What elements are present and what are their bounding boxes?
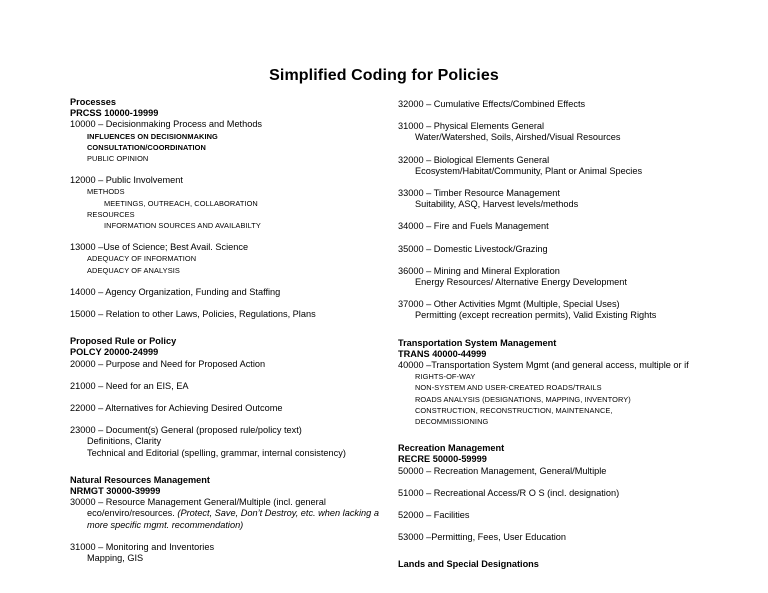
eis-line: 21000 – Need for an EIS, EA [70,380,189,391]
left-column [70,97,390,564]
methods-item: METHODS [87,187,125,197]
resource-mgmt-line: 30000 – Resource Management General/Multiple (incl. general [70,497,326,508]
methods-sub-item: MEETINGS, OUTREACH, COLLABORATION [104,198,258,208]
recreation-general-line: 50000 – Recreation Management, General/Multiple [398,465,607,476]
resource-mgmt-cont [70,508,390,530]
monitoring-line: 31000 – Monitoring and Inventories [70,541,215,552]
resources-sub-item: INFORMATION SOURCES AND AVAILABILTY [104,221,261,231]
recreation-access-line: 51000 – Recreational Access/R O S (incl. designation) [398,487,620,498]
processes-heading: Processes [70,97,116,107]
agency-line: 14000 – Agency Organization, Funding and Staffing [70,286,281,297]
relation-line: 15000 – Relation to other Laws, Policies, Regulations, Plans [70,309,316,320]
definitions-item: Definitions, Clarity [87,436,162,447]
permitting-line: 53000 –Permitting, Fees, User Education [398,532,567,543]
facilities-line: 52000 – Facilities [398,510,470,521]
science-line: 13000 –Use of Science; Best Avail. Science [70,242,249,253]
decommissioning-item: DECOMMISSIONING [415,417,489,427]
adequacy-information-item: ADEQUACY OF INFORMATION [87,254,197,264]
natural-heading: Natural Resources Management [70,474,210,485]
mining-sub: Energy Resources/ Alternative Energy Development [415,277,627,288]
decisionmaking-line: 10000 – Decisionmaking Process and Methods [70,119,263,130]
biological-sub: Ecosystem/Habitat/Community, Plant or Animal Species [415,165,643,176]
mining-line: 36000 – Mining and Mineral Exploration [398,265,560,276]
lands-heading: Lands and Special Designations [398,559,539,570]
cumulative-line: 32000 – Cumulative Effects/Combined Effects [398,99,586,109]
non-system-roads-item: NON-SYSTEM AND USER-CREATED ROADS/TRAILS [415,383,602,393]
purpose-line: 20000 – Purpose and Need for Proposed Action [70,358,266,369]
policy-code: POLCY 20000-24999 [70,347,159,358]
documents-line: 23000 – Document(s) General (proposed rule/policy text) [70,425,302,436]
technical-item: Technical and Editorial (spelling, grammar, internal consistency) [87,447,346,458]
physical-line: 31000 – Physical Elements General [398,121,545,132]
public-opinion-item: PUBLIC OPINION [87,154,149,164]
page-title: Simplified Coding for Policies [269,67,499,84]
mapping-item: Mapping, GIS [87,553,144,564]
construction-item: CONSTRUCTION, RECONSTRUCTION, MAINTENANCE, [415,405,613,415]
other-line: 37000 – Other Activities Mgmt (Multiple, Special Uses) [398,299,620,310]
recreation-heading: Recreation Management [398,443,505,454]
other-sub: Permitting (except recreation permits), Valid Existing Rights [415,310,657,321]
alternatives-line: 22000 – Alternatives for Achieving Desired Outcome [70,403,283,414]
processes-code: PRCSS 10000-19999 [70,108,159,119]
right-column [398,97,768,571]
resource-mgmt-cont-text: eco/enviro/resources. [87,508,175,519]
resource-mgmt-note: (Protect, Save, Don’t Destroy, etc. when lacking a more specific mgmt. recommendation) [87,508,379,530]
roads-analysis-item: ROADS ANALYSIS (DESIGNATIONS, MAPPING, INVENTORY) [415,394,631,404]
public-involvement-line: 12000 – Public Involvement [70,175,183,186]
natural-code: NRMGT 30000-39999 [70,486,161,497]
physical-sub: Water/Watershed, Soils, Airshed/Visual Resources [415,132,621,143]
transport-heading: Transportation System Management [398,337,557,348]
fire-line: 34000 – Fire and Fuels Management [398,221,549,232]
transport-line: 40000 –Transportation System Mgmt (and general access, multiple or if [398,360,689,371]
rights-of-way-item: RIGHTS-OF-WAY [415,372,476,382]
resources-item: RESOURCES [87,209,135,219]
timber-sub: Suitability, ASQ, Harvest levels/methods [415,199,579,210]
recreation-code: RECRE 50000-59999 [398,454,487,465]
timber-line: 33000 – Timber Resource Management [398,188,560,199]
influences-item: INFLUENCES ON DECISIONMAKING [87,131,218,141]
livestock-line: 35000 – Domestic Livestock/Grazing [398,243,548,254]
policy-heading: Proposed Rule or Policy [70,336,177,347]
transport-code: TRANS 40000-44999 [398,348,487,359]
consultation-item: CONSULTATION/COORDINATION [87,142,206,152]
biological-line: 32000 – Biological Elements General [398,154,550,165]
adequacy-analysis-item: ADEQUACY OF ANALYSIS [87,265,180,275]
